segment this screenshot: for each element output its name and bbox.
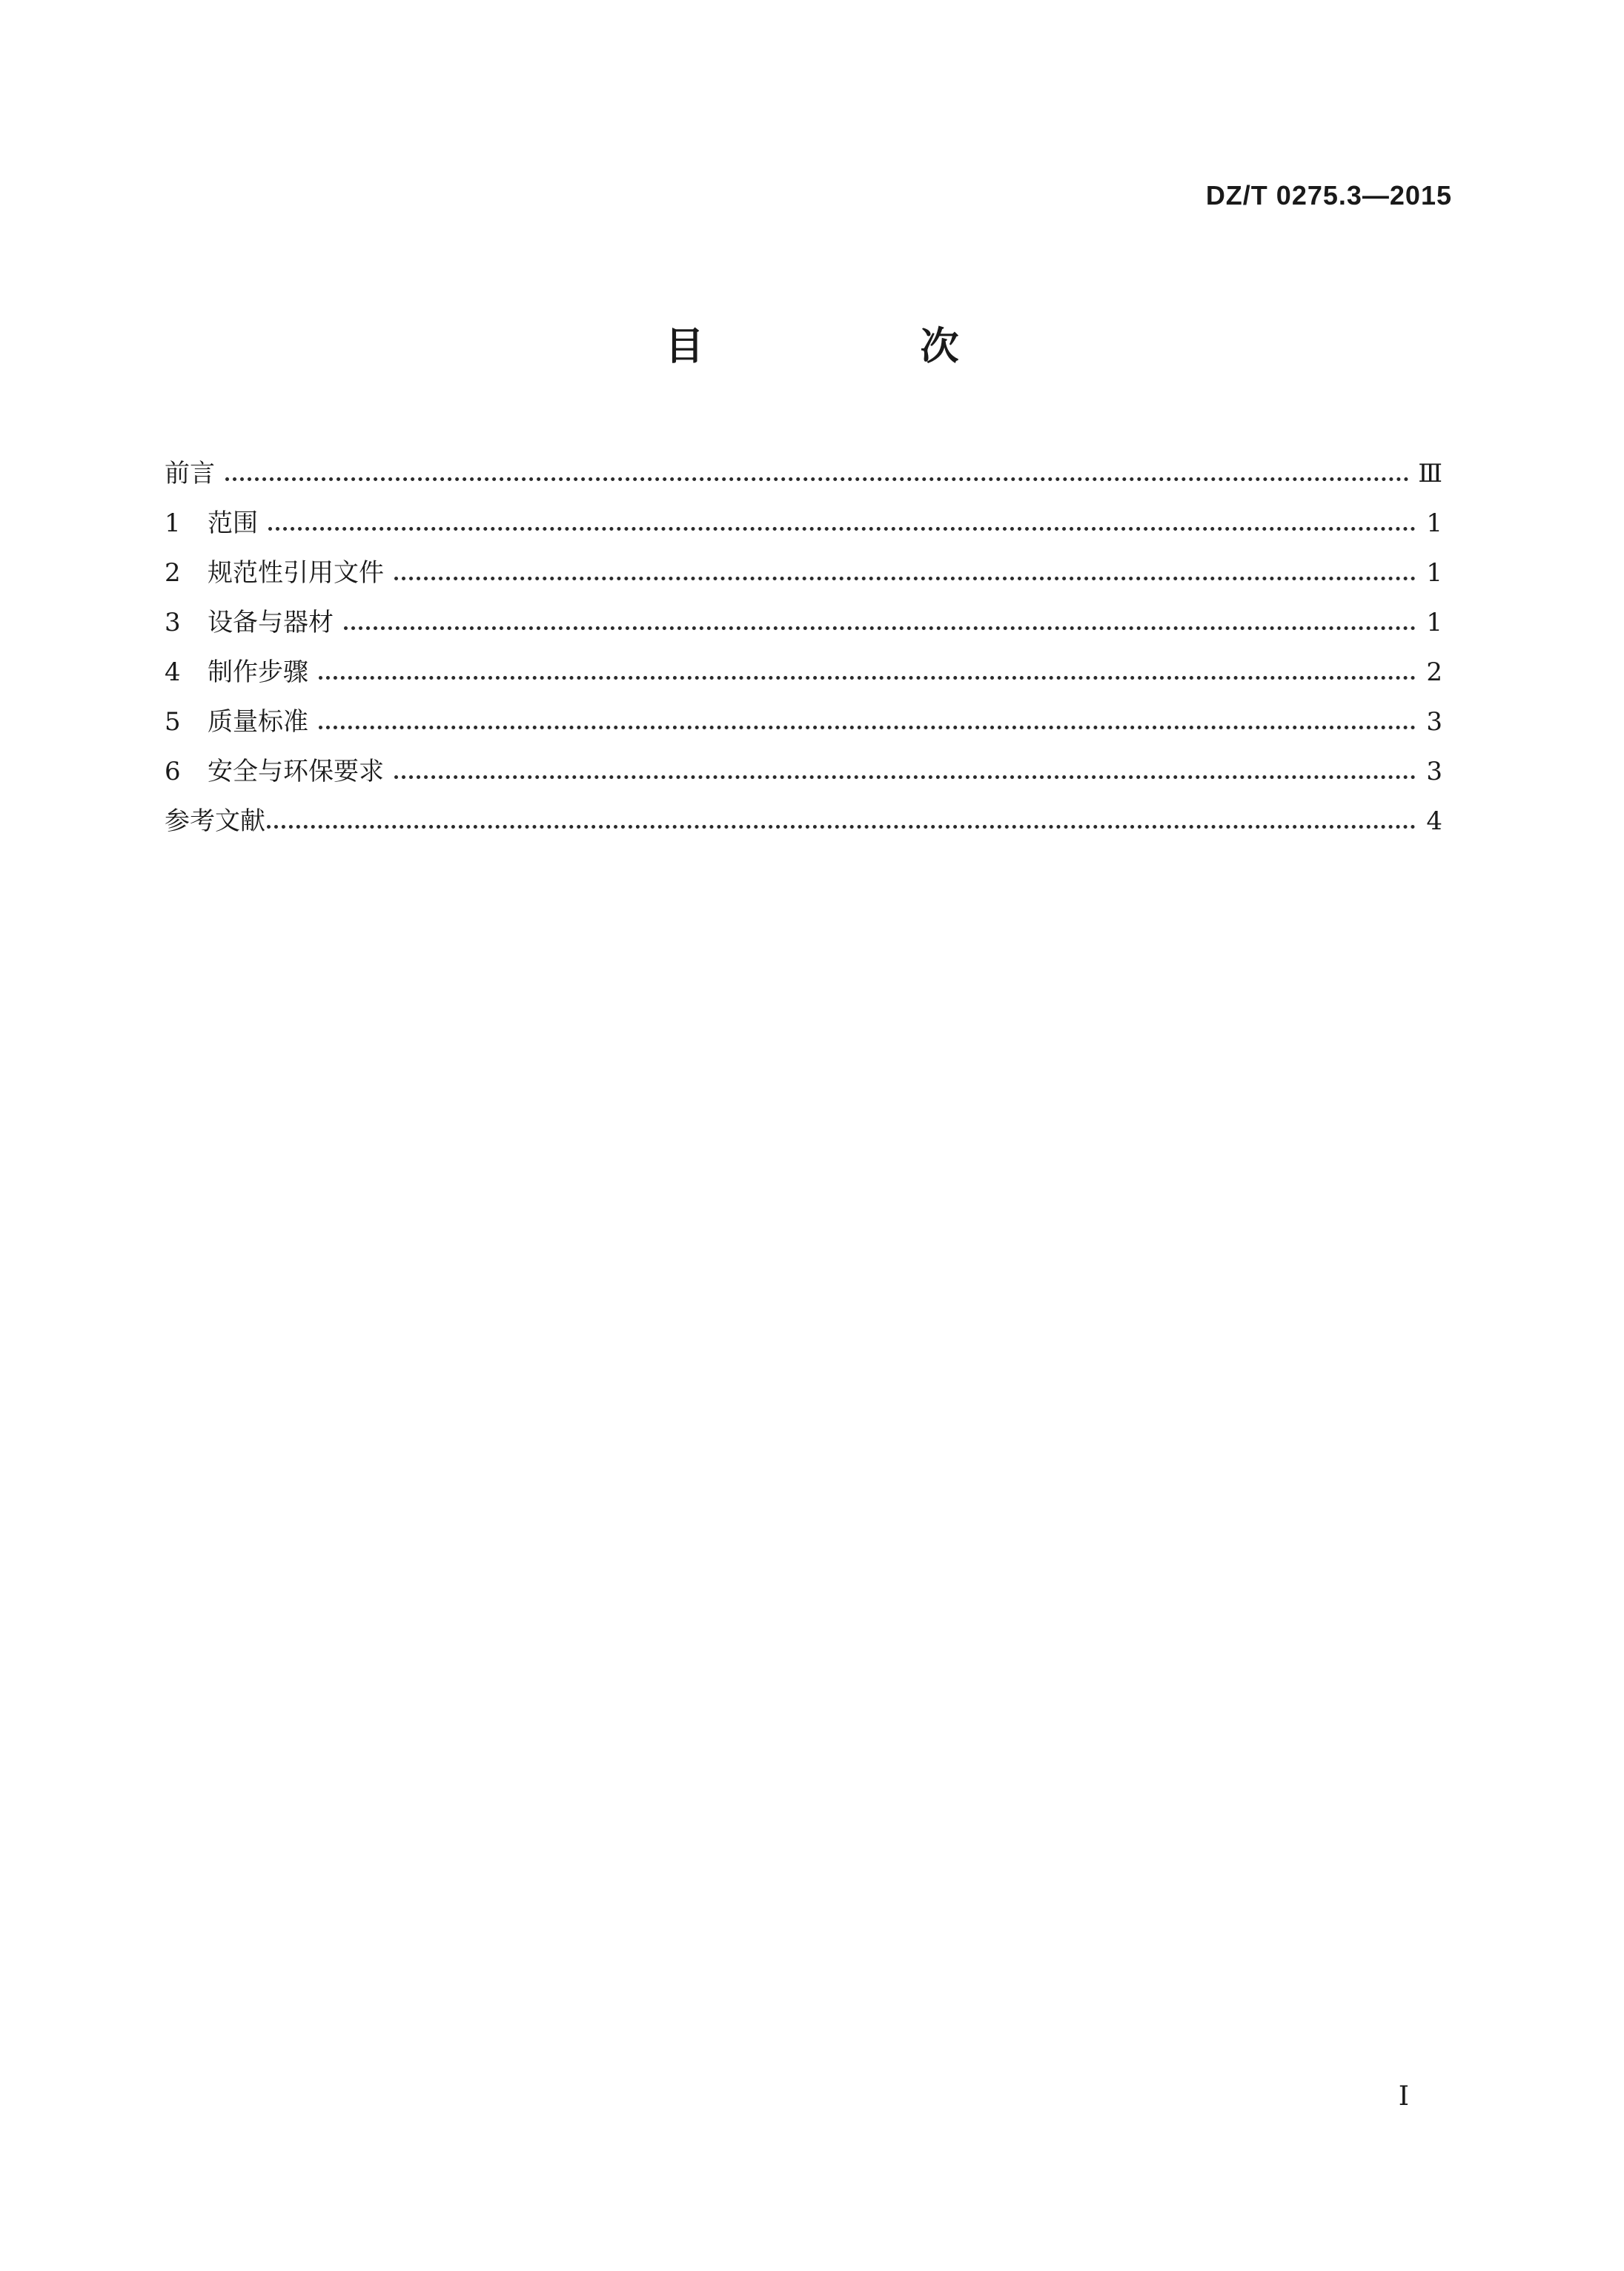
toc-entry-bibliography[interactable] — [165, 797, 1442, 846]
toc-entry-number: 3 — [165, 608, 181, 637]
toc-entry-label: 参考文献 — [165, 806, 265, 836]
toc-entry-label: 安全与环保要求 — [208, 757, 384, 786]
toc-entry-page: 1 — [1426, 508, 1442, 538]
toc-entry-label: 范围 — [208, 508, 258, 538]
toc-entry-normative-references[interactable] — [165, 548, 1442, 598]
page-title: 目 次 — [665, 325, 1048, 369]
toc-entry-safety[interactable] — [165, 747, 1442, 797]
toc-entry-quality-standard[interactable] — [165, 697, 1442, 747]
toc-entry-page: 1 — [1426, 558, 1442, 588]
dot-leader — [344, 626, 1416, 630]
toc-entry-label: 前言 — [165, 459, 215, 488]
toc-entry-label: 制作步骤 — [208, 657, 308, 687]
toc-entry-number: 4 — [165, 657, 181, 687]
dot-leader — [394, 775, 1416, 779]
dot-leader — [268, 527, 1416, 531]
dot-leader — [267, 825, 1416, 829]
toc-entry-page: 2 — [1426, 657, 1442, 687]
toc-entry-foreword[interactable] — [165, 449, 1442, 499]
toc-entry-label: 规范性引用文件 — [208, 558, 384, 588]
standard-code: DZ/T 0275.3—2015 — [1205, 180, 1452, 210]
dot-leader — [394, 577, 1416, 580]
toc-entry-page: 1 — [1426, 608, 1442, 637]
page-number: I — [1398, 2081, 1409, 2112]
toc-entry-page: 3 — [1426, 757, 1442, 786]
dot-leader — [319, 726, 1416, 729]
dot-leader — [319, 676, 1416, 680]
toc-entry-number: 2 — [165, 558, 181, 588]
toc-entry-page: 4 — [1426, 806, 1442, 836]
toc-entry-number: 6 — [165, 757, 181, 786]
toc-entry-page: 3 — [1426, 707, 1442, 737]
toc-entry-label: 设备与器材 — [208, 608, 334, 637]
toc-entry-number: 5 — [165, 707, 181, 737]
toc-entry-label: 质量标准 — [208, 707, 308, 737]
toc-entry-page: Ⅲ — [1418, 459, 1442, 488]
toc-entry-procedure[interactable] — [165, 648, 1442, 697]
toc-entry-number: 1 — [165, 508, 181, 538]
toc-entry-scope[interactable] — [165, 499, 1442, 548]
toc-entry-equipment[interactable] — [165, 598, 1442, 648]
dot-leader — [225, 477, 1409, 481]
table-of-contents — [165, 449, 1442, 846]
